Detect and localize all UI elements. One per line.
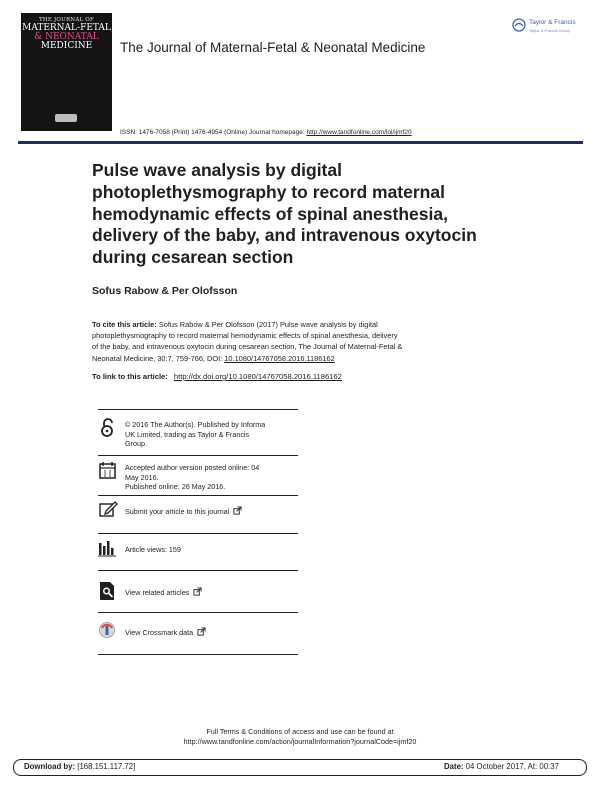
dates-row [98,461,298,495]
article-views: Article views: 159 [125,545,181,554]
external-link-icon [197,627,206,636]
journal-cover-image [21,13,112,131]
license-text-line: UK Limited, trading as Taylor & Francis [125,429,250,439]
citation-text-line: Sofus Rabow & Per Olofsson (2017) Pulse wave analysis by digital [158,320,378,329]
accepted-date-line: Accepted author version posted online: 04 [125,463,260,472]
article-title-line: Pulse wave analysis by digital [92,160,342,180]
published-date: Published online: 26 May 2016. [125,482,226,492]
edit-pencil-icon [98,499,118,519]
cover-badge [55,114,77,122]
bar-chart-icon [98,538,118,558]
download-label: Download by: [24,762,76,771]
open-access-lock-icon [98,418,118,438]
article-authors: Sofus Rabow & Per Olofsson [92,285,238,297]
header-divider [18,141,583,144]
publisher-logo-icon [512,18,526,32]
cover-line-1: THE JOURNAL OF [38,17,95,23]
info-divider [98,409,298,410]
publisher-name: Taylor & Francis [529,19,576,26]
external-link-icon [233,506,242,515]
issn-line [120,129,412,136]
license-text-line: Group. [125,439,147,449]
article-title-line: during cesarean section [92,247,294,268]
related-articles-link[interactable]: View related articles [125,588,190,597]
cover-line-4: MEDICINE [40,41,93,51]
cover-line-2: MATERNAL-FETAL [22,23,111,33]
license-row [98,418,298,454]
publisher-subname: Taylor & Francis Group [529,28,570,33]
download-ip: [168.151.117.72] [75,762,136,771]
related-articles-row[interactable] [98,581,298,603]
info-divider [98,612,298,613]
info-divider [98,654,298,655]
article-title-line: photoplethysmography to record maternal [92,181,445,202]
article-views-row [98,538,298,560]
link-label: To link to this article: [92,372,170,381]
citation-text-line: of the baby, and intravenous oxytocin during cesarean section, The Journal of Maternal-Fetal & [92,342,403,352]
article-title [92,160,522,269]
article-title-line: delivery of the baby, and intravenous oxytocin [92,225,477,246]
terms-notice [0,727,600,748]
journal-homepage-link[interactable]: http://www.tandfonline.com/loi/ijmf20 [306,129,412,136]
terms-url-link[interactable]: http://www.tandfonline.com/action/journalInformation?journalCode=ijmf20 [183,737,417,747]
publisher-logo[interactable] [512,14,592,40]
article-title-line: hemodynamic effects of spinal anesthesia, [92,203,448,224]
citation-label: To cite this article: [92,320,159,329]
info-divider [98,455,298,456]
citation-block [92,319,512,364]
citation-text-line: photoplethysmography to record maternal hemodynamic effects of spinal anesthesia, delivery [92,331,398,341]
external-link-icon [193,587,202,596]
doi-link[interactable]: 10.1080/14767058.2016.1186162 [224,353,335,363]
submit-article-link[interactable]: Submit your article to this journal [125,507,230,516]
cover-line-3: & NEONATAL [34,32,99,42]
article-doi-url-link[interactable]: http://dx.doi.org/10.1080/14767058.2016.1186162 [173,372,342,381]
link-to-article [92,372,342,381]
info-divider [98,495,298,496]
info-divider [98,533,298,534]
issn-text: ISSN: 1476-7058 (Print) 1476-4954 (Online) Journal homepage: [120,129,307,136]
date-label: Date: [444,762,464,771]
calendar-icon [98,461,118,481]
submit-article-row[interactable] [98,499,298,521]
search-document-icon [98,581,118,601]
license-text-line: © 2016 The Author(s). Published by Informa [125,420,266,429]
crossmark-link[interactable]: View Crossmark data [125,628,194,637]
citation-text-line: Neonatal Medicine, 30:7, 759-766, DOI: [92,353,225,363]
terms-line: Full Terms & Conditions of access and use can be found at [206,727,394,736]
crossmark-row[interactable] [98,620,298,642]
download-info-bar [13,759,587,776]
journal-title: The Journal of Maternal-Fetal & Neonatal Medicine [120,40,426,55]
crossmark-icon [98,620,118,640]
download-date: 04 October 2017, At: 00:37 [463,762,559,771]
info-divider [98,570,298,571]
accepted-date-line: May 2016. [125,472,159,482]
